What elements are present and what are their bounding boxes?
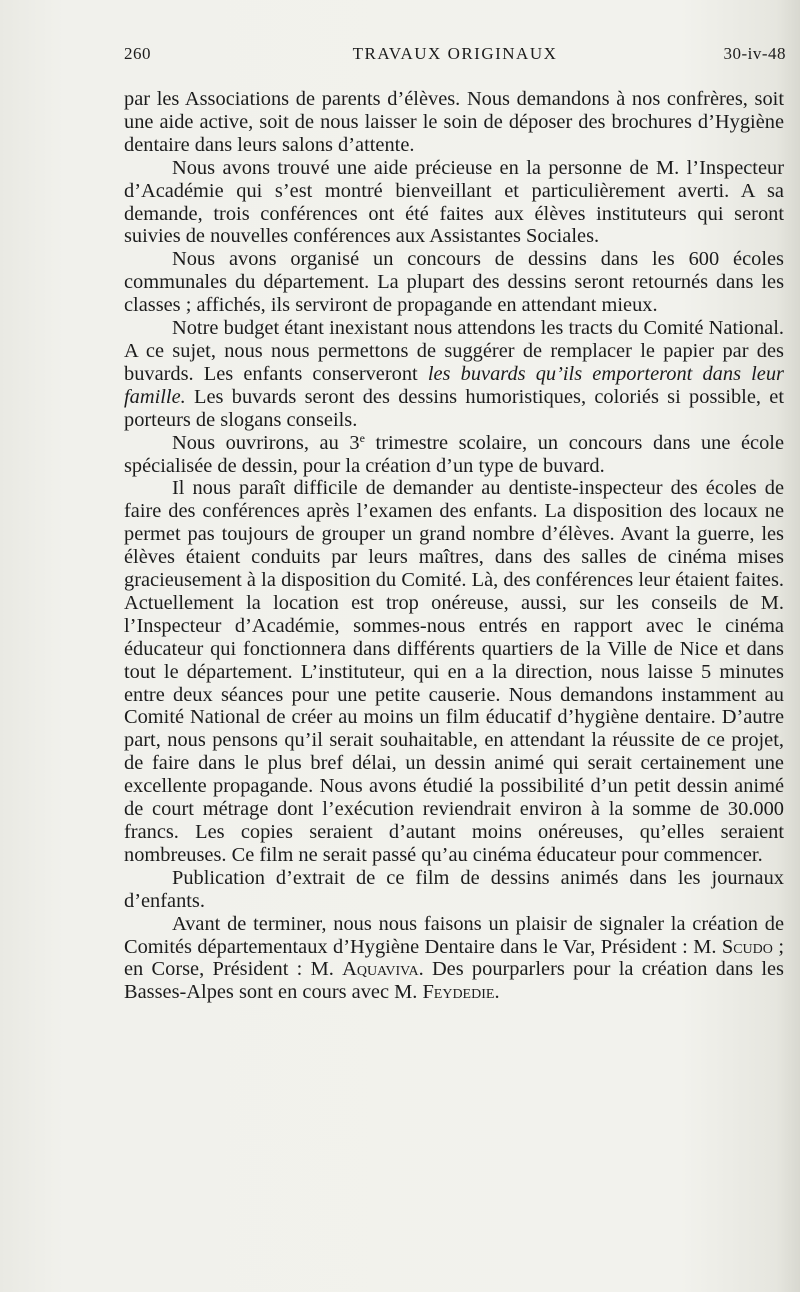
paragraph-8 bbox=[124, 913, 784, 1005]
paragraph-5-part-b: trimestre scolaire, un concours dans une école spécialisée de dessin, pour la création d’un type de buvard. bbox=[124, 431, 785, 477]
running-title: TRAVAUX ORIGINAUX bbox=[352, 44, 558, 63]
person-name-scudo: Scudo bbox=[721, 935, 773, 958]
paragraph-4-part-a: Notre budget étant inexistant nous attendons les tracts du Comité National. A ce sujet, nous nous permettons de suggérer de remplacer le papier par des buvards. Les enfants conserveront bbox=[124, 317, 784, 385]
person-name-aquaviva: Aquaviva bbox=[342, 958, 419, 981]
paragraph-8-part-d: . bbox=[494, 981, 500, 1004]
paragraph-1: par les Associations de parents d’élèves. Nous demandons à nos confrères, soit une aide active, soit de nous laisser le soin de déposer des brochures d’Hygiène dentaire dans leurs salons d’attente. bbox=[124, 88, 784, 156]
paragraph-5 bbox=[124, 432, 784, 478]
paragraph-4 bbox=[124, 317, 784, 432]
ordinal-superscript: e bbox=[359, 430, 365, 445]
article-body bbox=[124, 88, 784, 1004]
paragraph-3: Nous avons organisé un concours de dessins dans les 600 écoles communales du département. La plupart des dessins seront retournés dans les classes ; affichés, ils serviront de propagande en attendant mieux. bbox=[124, 248, 784, 317]
person-name-feydedie: Feydedie bbox=[422, 981, 495, 1004]
paragraph-8-part-c: . Des pourparlers pour la création dans les Basses-Alpes sont en cours avec M. bbox=[124, 958, 784, 1004]
header-date: 30-iv-48 bbox=[723, 44, 786, 63]
paragraph-7: Publication d’extrait de ce film de dessins animés dans les journaux d’enfants. bbox=[124, 866, 784, 912]
paragraph-4-part-c: Les buvards seront des dessins humoristiques, coloriés si possible, et porteurs de slogans conseils. bbox=[124, 385, 784, 431]
paragraph-2: Nous avons trouvé une aide précieuse en la personne de M. l’Inspecteur d’Académie qui s’est montré bienveillant et particulièrement averti. A sa demande, trois conférences ont été faites aux élèves instituteurs qui seront suivies de nouvelles conférences aux Assistantes Sociales. bbox=[124, 156, 784, 248]
paragraph-5-part-a: Nous ouvrirons, au 3 bbox=[172, 431, 360, 454]
paragraph-8-part-b: ; en Corse, Président : M. bbox=[124, 935, 784, 981]
page-number: 260 bbox=[124, 44, 151, 63]
paragraph-6: Il nous paraît difficile de demander au dentiste-inspecteur des écoles de faire des conférences après l’examen des enfants. La disposition des locaux ne permet pas toujours de grouper un grand nombre d’élèves. Avant la guerre, les élèves étaient conduits par leurs maîtres, dans des salles de cinéma mises gracieusement à la disposition du Comité. Là, des conférences leur étaient faites. Actuellement la location est trop onéreuse, aussi, sur les conseils de M. l’Inspecteur d’Académie, sommes-nous entrés en rapport avec le cinéma éducateur qui fonctionnera dans différents quartiers de la Ville de Nice et dans tout le département. L’instituteur, qui en a la direction, nous laisse 5 minutes entre deux séances pour une petite causerie. Nous demandons instamment au Comité National de créer au moins un film éducatif d’hygiène dentaire. D’autre part, nous pensons qu’il serait souhaitable, en attendant la réussite de ce projet, de faire dans le plus bref délai, un dessin animé qui serait certainement une excellente propagande. Nous avons étudié la possibilité d’un petit dessin animé de court métrage dont l’exécution reviendrait environ à la somme de 30.000 francs. Les copies seraient d’autant moins onéreuses, qu’elles seraient nombreuses. Ce film ne serait passé qu’au cinéma éducateur pour commencer. bbox=[124, 477, 784, 866]
paragraph-8-part-a: Avant de terminer, nous nous faisons un plaisir de signaler la création de Comités départementaux d’Hygiène Dentaire dans le Var, Président : M. bbox=[124, 912, 784, 958]
running-header bbox=[124, 44, 786, 72]
paragraph-4-italic: les buvards qu’ils emporteront dans leur famille. bbox=[124, 362, 784, 408]
